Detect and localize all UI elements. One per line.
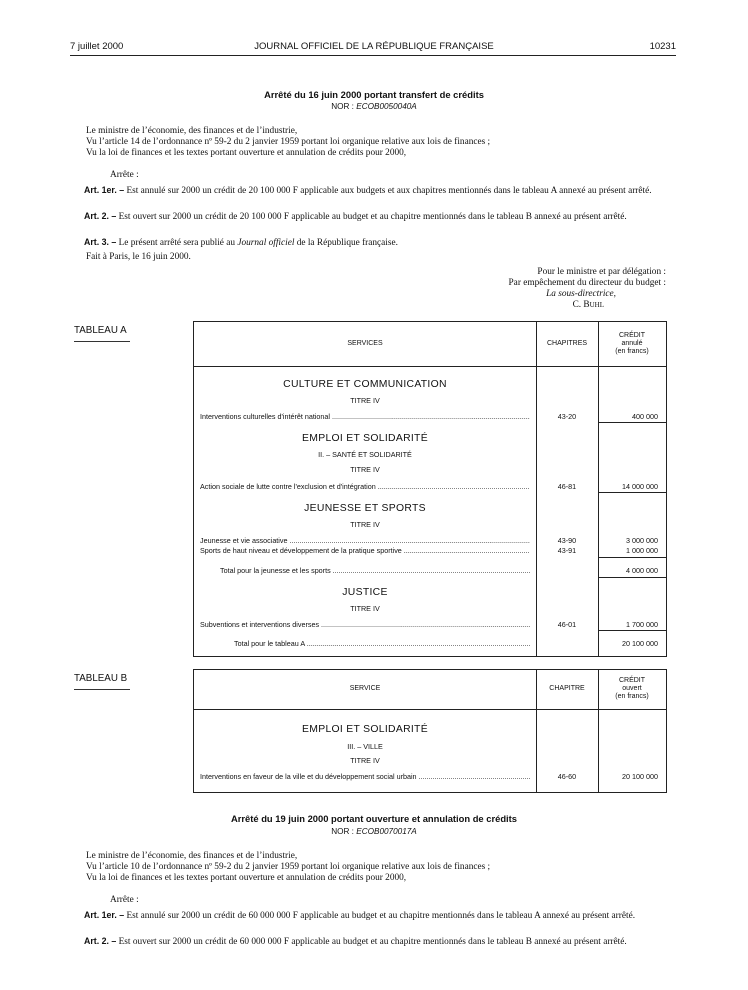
arrete1-art2: Art. 2. – Est ouvert sur 2000 un crédit de 20 100 000 F applicable au budget et au chapitre mentionnés dans le tableau B annexé au présent arrêté. [84, 211, 627, 222]
arrete2-art1: Art. 1er. – Est annulé sur 2000 un crédit de 60 000 000 F applicable au budget et au chapitre mentionnés dans le tableau A annexé au présent arrêté. [84, 910, 636, 921]
row-justice: Subventions et interventions diverses ..... [200, 620, 530, 629]
amount-culture: 400 000 [632, 412, 658, 421]
chap-culture: 43-20 [557, 412, 577, 421]
row-culture: Interventions culturelles d'intérêt national ..... [200, 412, 530, 421]
col-services: SERVICES [347, 340, 383, 347]
tableau-b-underline [74, 689, 130, 690]
sign-line1: Pour le ministre et par délégation : [537, 267, 666, 277]
sub-emploi: II. – SANTÉ ET SOLIDARITÉ [318, 450, 412, 459]
titre-justice: TITRE IV [350, 604, 380, 613]
arrete2-art2: Art. 2. – Est ouvert sur 2000 un crédit de 60 000 000 F applicable au budget et au chapitre mentionnés dans le tableau B annexé au présent arrêté. [84, 936, 627, 947]
header-page: 10231 [649, 41, 676, 52]
section-justice: JUSTICE [342, 587, 388, 598]
arrete1-intro-2: Vu la loi de finances et les textes portant ouverture et annulation de crédits pour 2000, [86, 148, 407, 158]
section-culture: CULTURE ET COMMUNICATION [283, 379, 447, 390]
col-chapitres: CHAPITRES [546, 340, 588, 347]
arrete1-fait: Fait à Paris, le 16 juin 2000. [86, 252, 191, 262]
tableau-b-label: TABLEAU B [74, 673, 128, 684]
row-ville: Interventions en faveur de la ville et du développement social urbain ..... [200, 772, 530, 781]
row-total-a: Total pour le tableau A ..... [234, 639, 530, 648]
section-emploi: EMPLOI ET SOLIDARITÉ [302, 433, 428, 444]
row-emploi: Action sociale de lutte contre l'exclusion et d'intégration ..... [200, 482, 530, 491]
arrete2-intro-1: Vu l’article 10 de l’ordonnance nº 59-2 du 2 janvier 1959 portant loi organique relative aux lois de finances ; [86, 862, 491, 872]
row-jeunesse-2: Sports de haut niveau et développement de la pratique sportive ..... [200, 546, 530, 555]
arrete2-intro-2: Vu la loi de finances et les textes portant ouverture et annulation de crédits pour 2000, [86, 873, 407, 883]
titre-ville: TITRE IV [350, 756, 380, 765]
row-total-jeunesse: Total pour la jeunesse et les sports ..... [220, 566, 530, 575]
arrete2-nor: NOR : ECOB0070017A [331, 827, 417, 836]
row-jeunesse-1: Jeunesse et vie associative ..... [200, 536, 530, 545]
arrete1-art1: Art. 1er. – Est annulé sur 2000 un crédit de 20 100 000 F applicable aux budgets et aux chapitres mentionnés dans le tableau A annexé au présent arrêté. [84, 185, 652, 196]
chap-jeunesse-2: 43-91 [557, 546, 577, 555]
tableau-a-underline [74, 341, 130, 342]
sub-ville: III. – VILLE [347, 742, 383, 751]
col-credit: CRÉDIT annulé (en francs) [615, 332, 649, 355]
amount-jeunesse-1: 3 000 000 [626, 536, 658, 545]
header-date: 7 juillet 2000 [70, 41, 124, 52]
arrete2-title: Arrêté du 19 juin 2000 portant ouverture et annulation de crédits [230, 813, 517, 824]
arrete1-intro-0: Le ministre de l’économie, des finances et de l’industrie, [86, 126, 298, 136]
arrete1-title: Arrêté du 16 juin 2000 portant transfert de crédits [264, 89, 484, 100]
arrete2-intro-0: Le ministre de l’économie, des finances et de l’industrie, [86, 851, 298, 861]
chap-emploi: 46-81 [557, 482, 577, 491]
tableau-b [193, 669, 667, 793]
chap-justice: 46-01 [557, 620, 577, 629]
sign-line2: Par empêchement du directeur du budget : [508, 278, 666, 288]
header-rule [70, 55, 676, 56]
arrete1-nor: NOR : ECOB0050040A [331, 102, 417, 111]
section-emploi-b: EMPLOI ET SOLIDARITÉ [302, 724, 428, 735]
amount-ville: 20 100 000 [622, 772, 658, 781]
col-credit-b: CRÉDIT ouvert (en francs) [615, 677, 649, 700]
amount-emploi: 14 000 000 [622, 482, 658, 491]
chap-ville: 46-60 [557, 772, 577, 781]
tableau-a [193, 321, 667, 657]
arrete1-arrete: Arrête : [110, 170, 139, 180]
titre-emploi: TITRE IV [350, 465, 380, 474]
titre-culture: TITRE IV [350, 396, 380, 405]
section-jeunesse: JEUNESSE ET SPORTS [304, 503, 426, 514]
sign-line4: C. Buhl [572, 300, 604, 310]
amount-justice: 1 700 000 [626, 620, 658, 629]
col-service: SERVICE [349, 685, 381, 692]
col-chapitre: CHAPITRE [549, 685, 585, 692]
arrete1-art3: Art. 3. – Le présent arrêté sera publié au Journal officiel de la République française. [84, 237, 398, 248]
arrete1-intro-1: Vu l’article 14 de l’ordonnance nº 59-2 du 2 janvier 1959 portant loi organique relative aux lois de finances ; [86, 137, 491, 147]
titre-jeunesse: TITRE IV [350, 520, 380, 529]
amount-total-a: 20 100 000 [622, 639, 658, 648]
header-journal: JOURNAL OFFICIEL DE LA RÉPUBLIQUE FRANÇAISE [254, 41, 494, 52]
amount-total-jeunesse: 4 000 000 [626, 566, 658, 575]
chap-jeunesse-1: 43-90 [557, 536, 577, 545]
amount-jeunesse-2: 1 000 000 [626, 546, 658, 555]
sign-line3: La sous-directrice, [546, 289, 616, 299]
arrete2-arrete: Arrête : [110, 895, 139, 905]
tableau-a-label: TABLEAU A [74, 325, 127, 336]
